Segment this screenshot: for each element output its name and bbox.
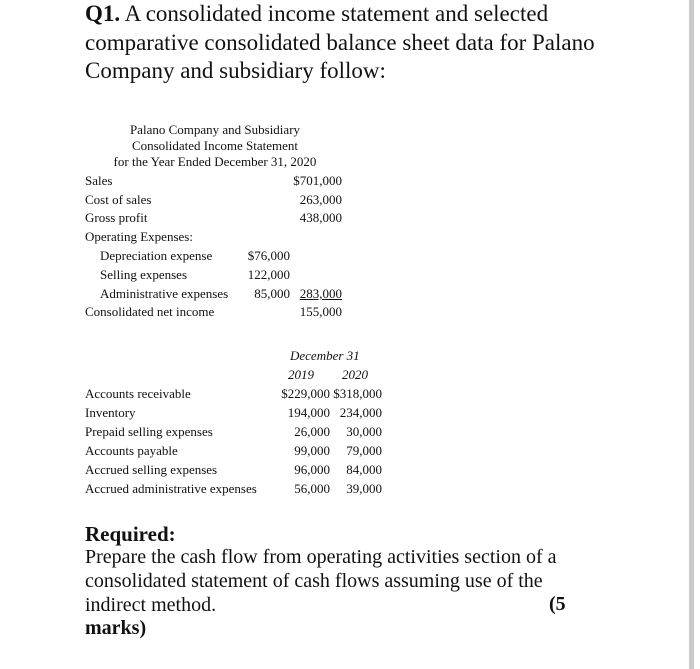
marks-open: (5 [549,593,566,615]
cost-of-sales-value: 263,000 [299,192,342,207]
balance-row-2020: 30,000 [346,424,382,439]
question-number: Q1. [85,1,121,26]
marks-close: marks) [85,617,147,639]
depreciation-value: $76,000 [247,248,290,263]
balance-row-label: Accounts receivable [85,386,191,401]
balance-row-2019: 96,000 [294,462,330,477]
question-text: A consolidated income statement and selected comparative consolidated balance sheet data for Palano Company and subsidiary follow: [85,1,595,83]
balance-row-label: Accounts payable [85,443,178,458]
selling-expenses-value: 122,000 [247,267,290,282]
net-income-label: Consolidated net income [85,304,215,319]
balance-row-label: Inventory [85,405,136,420]
page-edge-divider [689,0,694,669]
balance-row-label: Accrued administrative expenses [85,481,257,496]
sales-value: $701,000 [293,173,342,188]
balance-row-2020: $318,000 [333,386,382,401]
company-name: Palano Company and Subsidiary [129,122,301,137]
balance-sheet-date-header: December 31 [290,348,360,363]
balance-row-2019: 99,000 [294,443,330,458]
statement-title: Consolidated Income Statement [131,138,299,153]
balance-row-2020: 39,000 [346,481,382,496]
balance-row-2019: 26,000 [294,424,330,439]
operating-expenses-label: Operating Expenses: [85,229,193,244]
required-heading: Required: [85,522,176,546]
question-title [85,0,645,86]
balance-row-2020: 79,000 [346,443,382,458]
administrative-expenses-label: Administrative expenses [100,286,229,301]
balance-row-label: Prepaid selling expenses [85,424,213,439]
gross-profit-label: Gross profit [85,210,148,225]
balance-row-2019: 56,000 [294,481,330,496]
gross-profit-value: 438,000 [299,210,342,225]
administrative-expenses-value: 85,000 [254,286,290,301]
balance-row-2019: $229,000 [281,386,330,401]
balance-row-label: Accrued selling expenses [85,462,218,477]
statement-period: for the Year Ended December 31, 2020 [113,154,317,169]
required-text: Prepare the cash flow from operating activities section of a consolidated statement of cash flows assuming use of the indirect method. [85,546,557,616]
balance-row-2020: 234,000 [339,405,382,420]
selling-expenses-label: Selling expenses [100,267,188,282]
cost-of-sales-label: Cost of sales [85,192,152,207]
year-2019-header: 2019 [288,367,314,382]
net-income-value: 155,000 [299,304,342,319]
balance-row-2019: 194,000 [287,405,330,420]
sales-label: Sales [85,173,113,188]
year-2020-header: 2020 [342,367,368,382]
operating-expenses-total: 283,000 [299,286,342,301]
depreciation-label: Depreciation expense [100,248,213,263]
balance-row-2020: 84,000 [346,462,382,477]
